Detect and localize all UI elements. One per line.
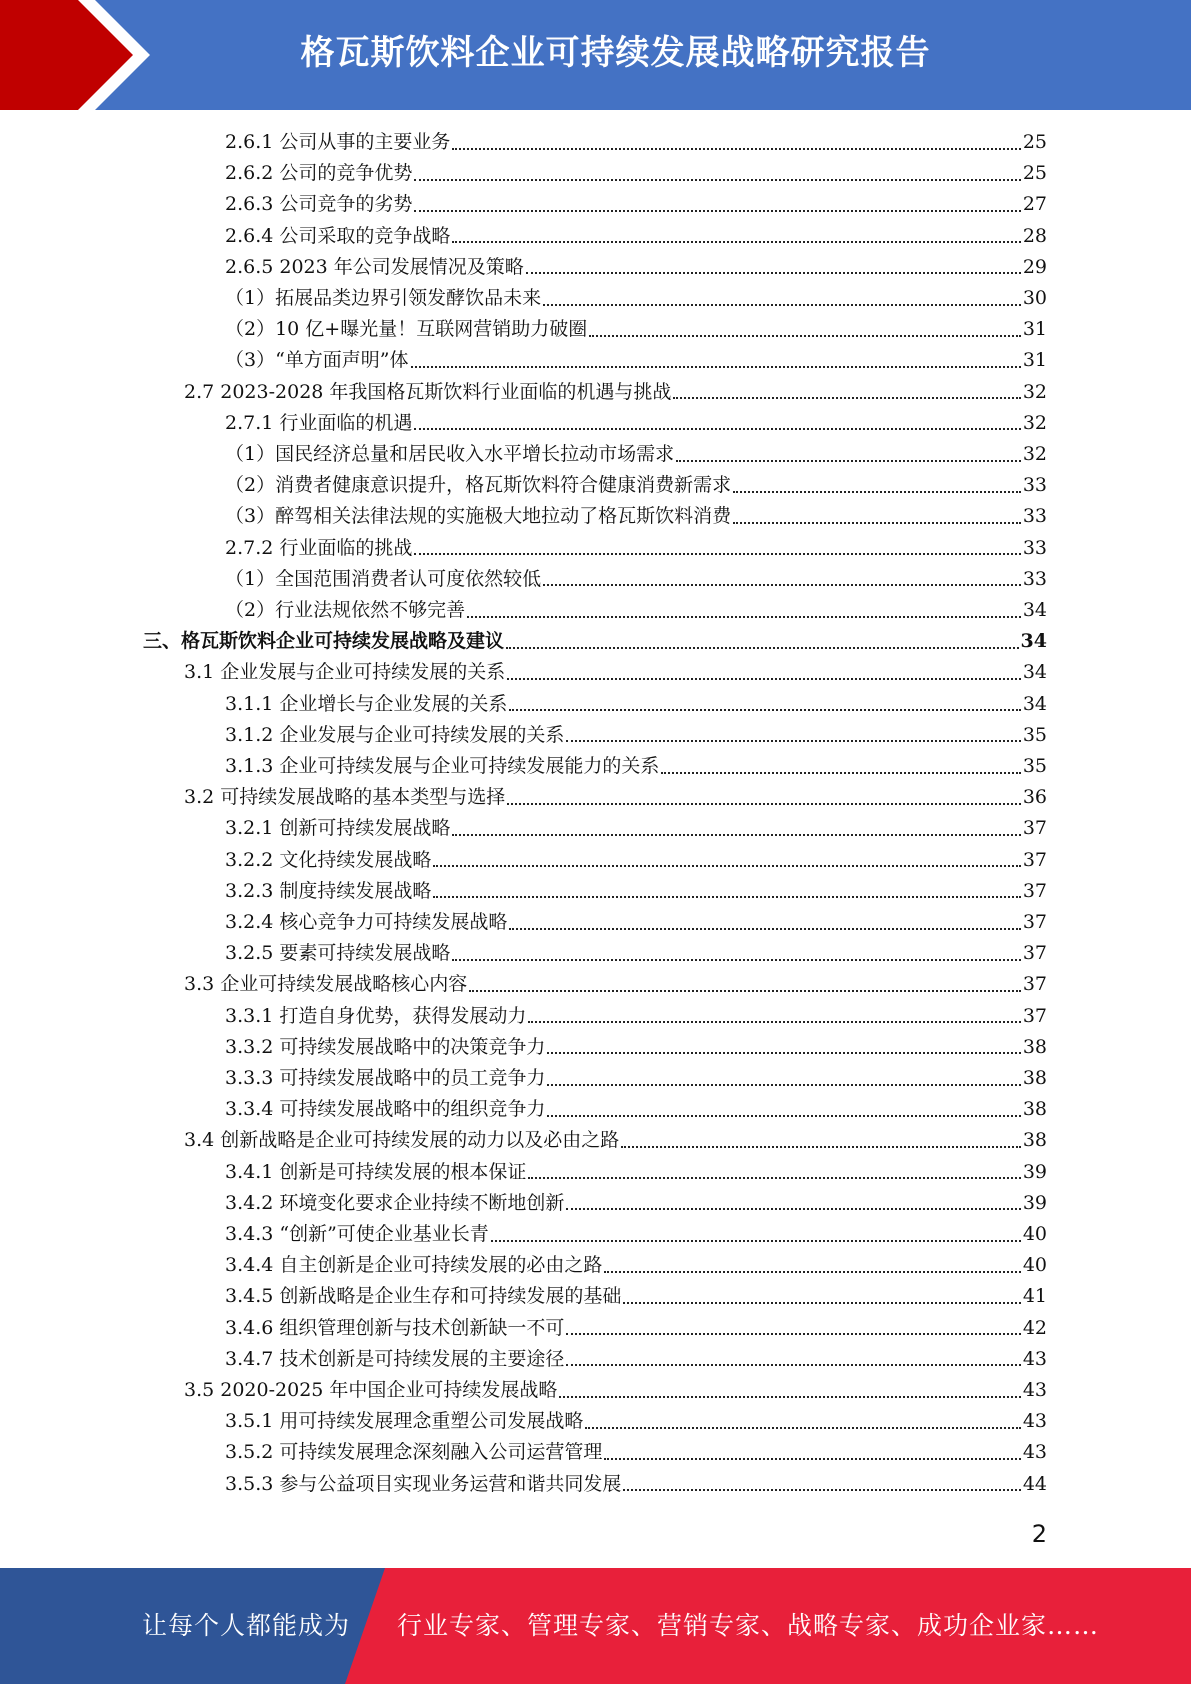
toc-entry-title: 3.1 企业发展与企业可持续发展的关系	[184, 661, 506, 684]
toc-entry-page: 43	[1022, 1347, 1047, 1370]
toc-entry-title: 3.2.4 核心竞争力可持续发展战略	[225, 911, 508, 933]
toc-entry-title: 3.2.1 创新可持续发展战略	[225, 817, 451, 840]
toc-entry[interactable]	[225, 689, 1047, 720]
toc-entry-title: 3.3.2 可持续发展战略中的决策竞争力	[225, 1035, 546, 1058]
toc-dot-leader	[543, 304, 1021, 306]
toc-dot-leader	[566, 740, 1020, 742]
toc-entry-title: 3.4.3 “创新”可使企业基业长青	[225, 1223, 489, 1245]
toc-entry-title: （2）行业法规依然不够完善	[225, 599, 466, 621]
toc-entry-page: 43	[1022, 1410, 1047, 1433]
toc-entry[interactable]	[225, 1063, 1047, 1094]
toc-entry-page: 40	[1022, 1223, 1047, 1245]
toc-entry-title: 3.5 2020-2025 年中国企业可持续发展战略	[184, 1379, 558, 1401]
toc-dot-leader	[585, 1427, 1020, 1429]
toc-entry-page: 37	[1022, 848, 1047, 871]
toc-entry-page: 38	[1022, 1129, 1047, 1152]
page-footer	[0, 1568, 1191, 1684]
toc-dot-leader	[414, 210, 1020, 212]
toc-entry-page: 34	[1020, 630, 1047, 653]
toc-entry-title: 2.6.2 公司的竞争优势	[225, 162, 413, 185]
toc-entry-page: 32	[1022, 443, 1047, 465]
toc-dot-leader	[509, 709, 1020, 711]
toc-entry-page: 37	[1022, 879, 1047, 902]
toc-dot-leader	[507, 678, 1021, 680]
toc-entry-title: 3.4.1 创新是可持续发展的根本保证	[225, 1160, 527, 1183]
toc-entry-page: 41	[1022, 1285, 1047, 1308]
toc-dot-leader	[676, 460, 1021, 462]
toc-dot-leader	[566, 1333, 1020, 1335]
footer-slogan-right: 行业专家、管理专家、营销专家、战略专家、成功企业家……	[397, 1611, 1100, 1640]
toc-entry-title: 3.5.1 用可持续发展理念重塑公司发展战略	[225, 1410, 584, 1433]
toc-entry-page: 33	[1022, 474, 1047, 497]
toc-entry-title: 2.6.3 公司竞争的劣势	[225, 193, 413, 216]
toc-entry-title: （3）醉驾相关法律法规的实施极大地拉动了格瓦斯饮料消费	[225, 505, 732, 528]
toc-entry[interactable]	[225, 938, 1047, 969]
toc-dot-leader	[547, 1084, 1020, 1086]
toc-entry-page: 31	[1022, 349, 1047, 372]
toc-entry-title: 2.6.4 公司采取的竞争战略	[225, 224, 451, 247]
toc-dot-leader	[661, 772, 1020, 774]
toc-entry[interactable]	[225, 1469, 1047, 1500]
toc-dot-leader	[414, 553, 1020, 555]
toc-dot-leader	[589, 335, 1021, 337]
toc-entry-page: 33	[1022, 536, 1047, 559]
toc-entry[interactable]	[225, 845, 1047, 876]
toc-dot-leader	[452, 241, 1020, 243]
toc-entry-title: （3）“单方面声明”体	[225, 349, 409, 372]
toc-entry[interactable]	[184, 782, 1047, 813]
toc-entry[interactable]	[225, 1281, 1047, 1312]
toc-dot-leader	[621, 1146, 1021, 1148]
toc-entry-page: 27	[1022, 193, 1047, 216]
toc-dot-leader	[566, 1364, 1020, 1366]
toc-entry-title: （1）国民经济总量和居民收入水平增长拉动市场需求	[225, 443, 675, 465]
toc-entry-title: 3.4.5 创新战略是企业生存和可持续发展的基础	[225, 1285, 622, 1308]
toc-entry[interactable]	[225, 564, 1047, 595]
toc-entry-page: 43	[1022, 1441, 1047, 1464]
toc-entry-page: 37	[1022, 817, 1047, 840]
toc-entry[interactable]	[225, 408, 1047, 439]
toc-dot-leader	[733, 522, 1021, 524]
toc-entry[interactable]	[225, 158, 1047, 189]
toc-entry-title: 2.7.1 行业面临的机遇	[225, 411, 413, 434]
toc-dot-leader	[543, 584, 1021, 586]
toc-entry-page: 43	[1022, 1379, 1047, 1401]
toc-entry[interactable]	[225, 533, 1047, 564]
toc-entry[interactable]	[225, 876, 1047, 907]
toc-dot-leader	[623, 1302, 1020, 1304]
toc-entry[interactable]	[225, 720, 1047, 751]
toc-entry-title: 3.1.3 企业可持续发展与企业可持续发展能力的关系	[225, 755, 660, 777]
toc-entry-page: 31	[1022, 318, 1047, 341]
toc-entry-page: 38	[1022, 1035, 1047, 1058]
toc-entry-title: 3.5.3 参与公益项目实现业务运营和谐共同发展	[225, 1472, 622, 1495]
toc-entry[interactable]	[225, 1406, 1047, 1437]
toc-entry[interactable]	[143, 626, 1047, 657]
toc-entry-page: 33	[1022, 567, 1047, 590]
toc-entry-title: 三、格瓦斯饮料企业可持续发展战略及建议	[143, 630, 505, 653]
toc-dot-leader	[733, 491, 1021, 493]
toc-dot-leader	[547, 1052, 1020, 1054]
toc-entry-page: 35	[1022, 755, 1047, 777]
toc-entry-title: 2.6.1 公司从事的主要业务	[225, 131, 451, 153]
toc-entry[interactable]	[225, 127, 1047, 158]
toc-entry[interactable]	[184, 1125, 1047, 1156]
toc-dot-leader	[528, 1177, 1020, 1179]
toc-dot-leader	[433, 865, 1020, 867]
toc-dot-leader	[547, 1115, 1020, 1117]
toc-entry[interactable]	[225, 501, 1047, 532]
toc-entry-page: 33	[1022, 505, 1047, 528]
toc-entry-title: 3.5.2 可持续发展理念深刻融入公司运营管理	[225, 1441, 603, 1464]
toc-entry-page: 38	[1022, 1098, 1047, 1121]
toc-entry-page: 34	[1022, 599, 1047, 621]
toc-dot-leader	[623, 1489, 1020, 1491]
toc-dot-leader	[469, 990, 1021, 992]
toc-entry-title: （1）拓展品类边界引领发酵饮品未来	[225, 287, 542, 309]
toc-entry-page: 37	[1022, 911, 1047, 933]
footer-slogan-left: 让每个人都能成为	[142, 1611, 351, 1640]
toc-entry[interactable]	[225, 283, 1047, 314]
toc-entry[interactable]	[184, 1375, 1047, 1406]
toc-entry-title: 3.2.3 制度持续发展战略	[225, 879, 432, 902]
toc-dot-leader	[452, 959, 1020, 961]
toc-dot-leader	[604, 1271, 1020, 1273]
toc-entry[interactable]	[225, 439, 1047, 470]
toc-entry-title: 3.4 创新战略是企业可持续发展的动力以及必由之路	[184, 1129, 620, 1152]
toc-dot-leader	[566, 1208, 1020, 1210]
toc-dot-leader	[507, 803, 1021, 805]
toc-entry-title: 3.3.3 可持续发展战略中的员工竞争力	[225, 1067, 546, 1089]
toc-entry[interactable]	[225, 1250, 1047, 1281]
toc-dot-leader	[506, 647, 1019, 649]
toc-entry-title: 3.2 可持续发展战略的基本类型与选择	[184, 786, 506, 809]
toc-entry-page: 35	[1022, 723, 1047, 746]
toc-dot-leader	[414, 179, 1020, 181]
toc-dot-leader	[604, 1458, 1020, 1460]
toc-dot-leader	[559, 1396, 1020, 1398]
toc-dot-leader	[526, 272, 1021, 274]
toc-entry[interactable]	[225, 252, 1047, 283]
toc-entry-page: 37	[1022, 973, 1047, 996]
toc-entry-title: 3.3 企业可持续发展战略核心内容	[184, 973, 468, 996]
toc-dot-leader	[673, 397, 1020, 399]
toc-entry-page: 37	[1022, 1004, 1047, 1027]
toc-entry-page: 32	[1022, 411, 1047, 434]
toc-entry-title: 3.4.4 自主创新是企业可持续发展的必由之路	[225, 1254, 603, 1277]
toc-entry-page: 29	[1022, 255, 1047, 278]
toc-entry[interactable]	[225, 221, 1047, 252]
page-number: 2	[1031, 1520, 1047, 1548]
toc-dot-leader	[491, 1240, 1021, 1242]
toc-entry[interactable]	[225, 1188, 1047, 1219]
toc-entry[interactable]	[225, 1219, 1047, 1250]
toc-entry[interactable]	[225, 189, 1047, 220]
toc-entry-page: 39	[1022, 1160, 1047, 1183]
toc-entry-title: 3.2.2 文化持续发展战略	[225, 848, 432, 871]
toc-entry-page: 34	[1022, 661, 1047, 684]
toc-entry[interactable]	[225, 314, 1047, 345]
toc-entry-title: 3.4.2 环境变化要求企业持续不断地创新	[225, 1191, 565, 1214]
toc-entry-title: 3.4.6 组织管理创新与技术创新缺一不可	[225, 1316, 565, 1339]
toc-entry[interactable]	[184, 969, 1047, 1000]
toc-entry-title: 3.3.1 打造自身优势，获得发展动力	[225, 1004, 527, 1027]
toc-entry-title: 3.4.7 技术创新是可持续发展的主要途径	[225, 1347, 565, 1370]
toc-entry[interactable]	[225, 1437, 1047, 1468]
toc-entry[interactable]	[225, 1157, 1047, 1188]
toc-dot-leader	[411, 366, 1021, 368]
toc-entry-title: （2）10 亿+曝光量！互联网营销助力破圈	[225, 318, 588, 341]
toc-entry-title: 3.1.1 企业增长与企业发展的关系	[225, 692, 508, 715]
toc-entry[interactable]	[225, 907, 1047, 938]
toc-entry-page: 30	[1022, 287, 1047, 309]
toc-entry-title: （1）全国范围消费者认可度依然较低	[225, 567, 542, 590]
toc-entry[interactable]	[225, 1313, 1047, 1344]
toc-entry-page: 38	[1022, 1067, 1047, 1089]
toc-dot-leader	[452, 834, 1020, 836]
toc-entry-page: 34	[1022, 692, 1047, 715]
toc-entry-title: 3.1.2 企业发展与企业可持续发展的关系	[225, 723, 565, 746]
page-header	[0, 0, 1191, 110]
toc-entry[interactable]	[225, 1032, 1047, 1063]
toc-entry-page: 39	[1022, 1191, 1047, 1214]
toc-entry[interactable]	[184, 657, 1047, 688]
toc-entry-page: 42	[1022, 1316, 1047, 1339]
toc-entry[interactable]	[225, 751, 1047, 782]
toc-entry-title: 2.7.2 行业面临的挑战	[225, 536, 413, 559]
toc-entry[interactable]	[225, 813, 1047, 844]
toc-entry-page: 36	[1022, 786, 1047, 809]
toc-entry-title: 2.7 2023-2028 年我国格瓦斯饮料行业面临的机遇与挑战	[184, 380, 672, 403]
toc-dot-leader	[452, 148, 1020, 150]
toc-entry-page: 25	[1022, 131, 1047, 153]
toc-entry-title: 2.6.5 2023 年公司发展情况及策略	[225, 255, 524, 278]
toc-dot-leader	[433, 896, 1020, 898]
toc-entry-title: 3.3.4 可持续发展战略中的组织竞争力	[225, 1098, 546, 1121]
toc-dot-leader	[528, 1021, 1020, 1023]
toc-entry-title: （2）消费者健康意识提升，格瓦斯饮料符合健康消费新需求	[225, 474, 732, 497]
toc-entry-page: 44	[1022, 1472, 1047, 1495]
toc-entry[interactable]	[225, 595, 1047, 626]
toc-entry[interactable]	[184, 377, 1047, 408]
toc-dot-leader	[509, 928, 1020, 930]
toc-dot-leader	[414, 428, 1020, 430]
toc-entry-page: 28	[1022, 224, 1047, 247]
toc-entry[interactable]	[225, 1001, 1047, 1032]
toc-entry[interactable]	[225, 345, 1047, 376]
toc-entry[interactable]	[225, 1344, 1047, 1375]
toc-dot-leader	[467, 616, 1021, 618]
toc-entry-page: 40	[1022, 1254, 1047, 1277]
toc-entry-page: 32	[1022, 380, 1047, 403]
toc-entry-page: 37	[1022, 942, 1047, 965]
toc-entry[interactable]	[225, 1094, 1047, 1125]
toc-entry[interactable]	[225, 470, 1047, 501]
report-title: 格瓦斯饮料企业可持续发展战略研究报告	[300, 33, 931, 73]
toc-entry-title: 3.2.5 要素可持续发展战略	[225, 942, 451, 965]
toc-entry-page: 25	[1022, 162, 1047, 185]
